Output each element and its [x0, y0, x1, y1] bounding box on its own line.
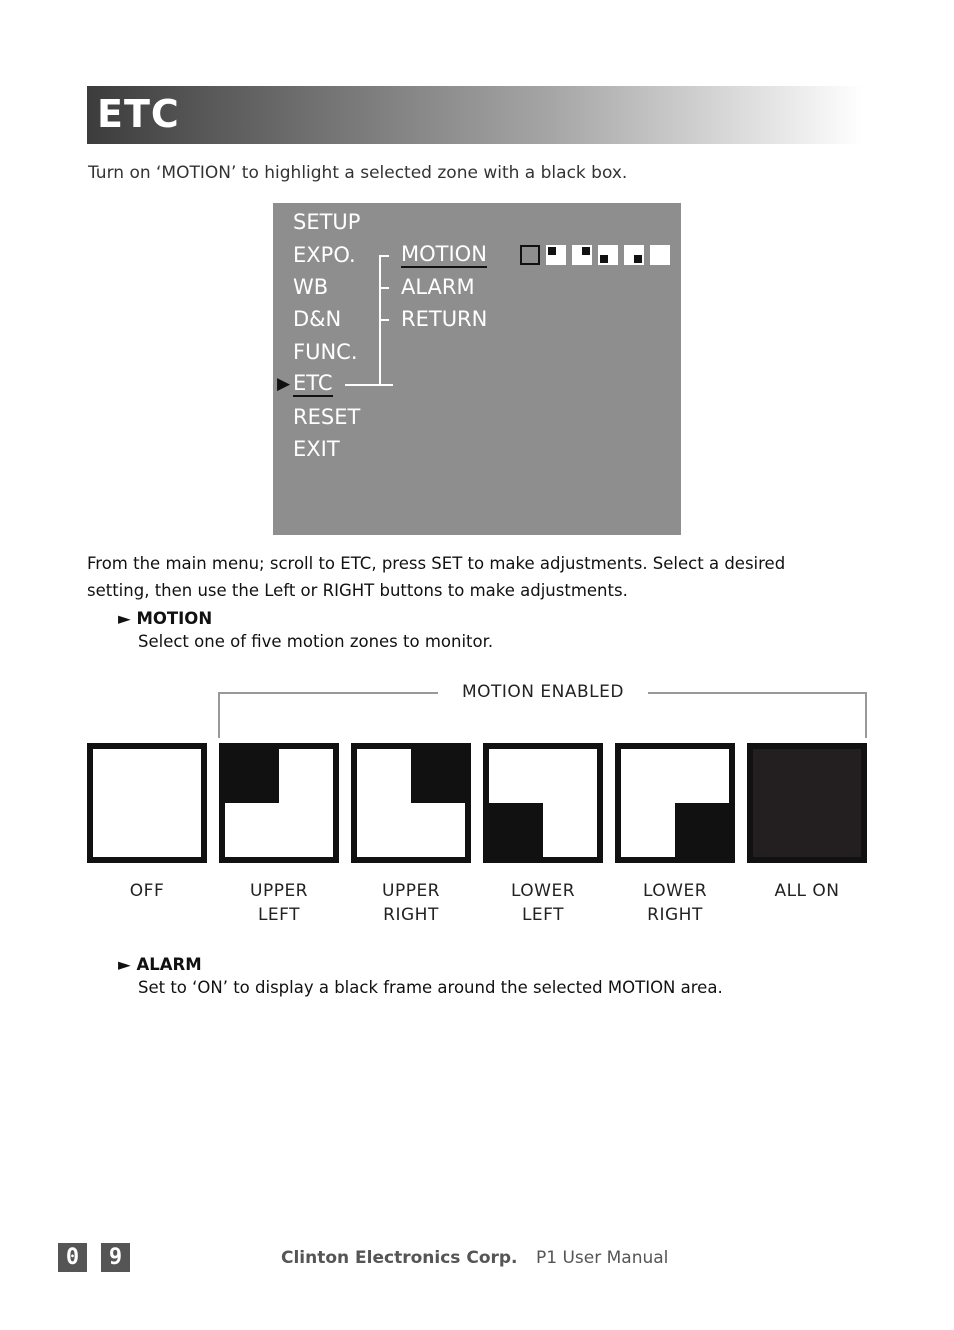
motion-heading-text: MOTION	[136, 609, 213, 628]
footer-manual-title: P1 User Manual	[536, 1248, 669, 1268]
osd-item-exit: EXIT	[293, 437, 340, 461]
zone-label-all-on-line1: ALL ON	[774, 881, 840, 901]
intro-text: Turn on ‘MOTION’ to highlight a selected zone with a black box.	[88, 163, 628, 183]
osd-submenu-return: RETURN	[401, 307, 488, 331]
osd-connector-tick-motion	[379, 255, 389, 257]
alarm-description: Set to ‘ON’ to display a black frame around the selected MOTION area.	[138, 978, 723, 997]
section-banner	[87, 86, 863, 144]
osd-item-dn: D&N	[293, 307, 342, 331]
zone-label-off	[77, 879, 217, 903]
zone-upper-right-diagram	[351, 743, 471, 863]
instructions-paragraph: From the main menu; scroll to ETC, press SET to make adjustments. Select a desired setting, then use the Left or RIGHT buttons to make adjustments.	[87, 554, 786, 600]
osd-menu-screen	[273, 203, 681, 535]
zone-label-upper-left	[209, 879, 349, 927]
zone-label-upper-right-line1: UPPER	[382, 881, 440, 901]
zone-label-lower-left-line1: LOWER	[510, 881, 576, 901]
osd-submenu-alarm: ALARM	[401, 275, 475, 299]
osd-item-etc: ETC	[293, 371, 333, 395]
osd-selection-arrow: ▶	[277, 374, 291, 394]
zone-label-upper-left-line1: UPPER	[250, 881, 308, 901]
zone-label-upper-left-line2: LEFT	[257, 905, 301, 925]
osd-connector-tick-alarm	[379, 287, 389, 289]
motion-description: Select one of five motion zones to monitor.	[138, 632, 494, 651]
osd-connector-horizontal	[345, 384, 393, 386]
section-title: ETC	[97, 92, 180, 136]
zone-off-diagram	[87, 743, 207, 863]
zone-label-off-line1: OFF	[129, 881, 165, 901]
osd-item-expo: EXPO.	[293, 243, 356, 267]
page-number-digit-2: 9	[101, 1243, 130, 1272]
zone-label-upper-right	[341, 879, 481, 927]
osd-zone-lower-right-icon	[624, 245, 644, 265]
motion-enabled-label: MOTION ENABLED	[438, 682, 648, 702]
osd-item-setup: SETUP	[293, 210, 361, 234]
osd-zone-upper-right-icon	[572, 245, 592, 265]
osd-zone-all-on-icon	[650, 245, 670, 265]
osd-item-func: FUNC.	[293, 340, 358, 364]
osd-zone-upper-left-icon	[546, 245, 566, 265]
osd-connector-tick-return	[379, 319, 389, 321]
osd-zone-off-icon	[520, 245, 540, 265]
osd-item-reset: RESET	[293, 405, 361, 429]
zone-lower-left-diagram	[483, 743, 603, 863]
osd-zone-lower-left-icon	[598, 245, 618, 265]
zone-label-all-on	[737, 879, 877, 903]
alarm-heading-text: ALARM	[136, 955, 202, 974]
footer-company: Clinton Electronics Corp.	[281, 1248, 518, 1268]
alarm-bullet-icon: ►	[118, 955, 131, 974]
osd-submenu-motion: MOTION	[401, 242, 487, 266]
zone-label-lower-right	[605, 879, 745, 927]
alarm-heading	[118, 955, 202, 974]
zone-label-lower-left-line2: LEFT	[521, 905, 565, 925]
motion-enabled-bracket-left	[218, 692, 220, 738]
motion-enabled-bracket-right	[865, 692, 867, 738]
zone-lower-right-diagram	[615, 743, 735, 863]
motion-heading	[118, 609, 212, 628]
zone-label-upper-right-line2: RIGHT	[383, 905, 439, 925]
zone-upper-left-diagram	[219, 743, 339, 863]
motion-bullet-icon: ►	[118, 609, 131, 628]
osd-item-wb: WB	[293, 275, 329, 299]
page-number-digit-1: 0	[58, 1243, 87, 1272]
zone-label-lower-left	[473, 879, 613, 927]
zone-label-lower-right-line2: RIGHT	[647, 905, 703, 925]
zone-all-on-diagram	[747, 743, 867, 863]
zone-label-lower-right-line1: LOWER	[642, 881, 708, 901]
